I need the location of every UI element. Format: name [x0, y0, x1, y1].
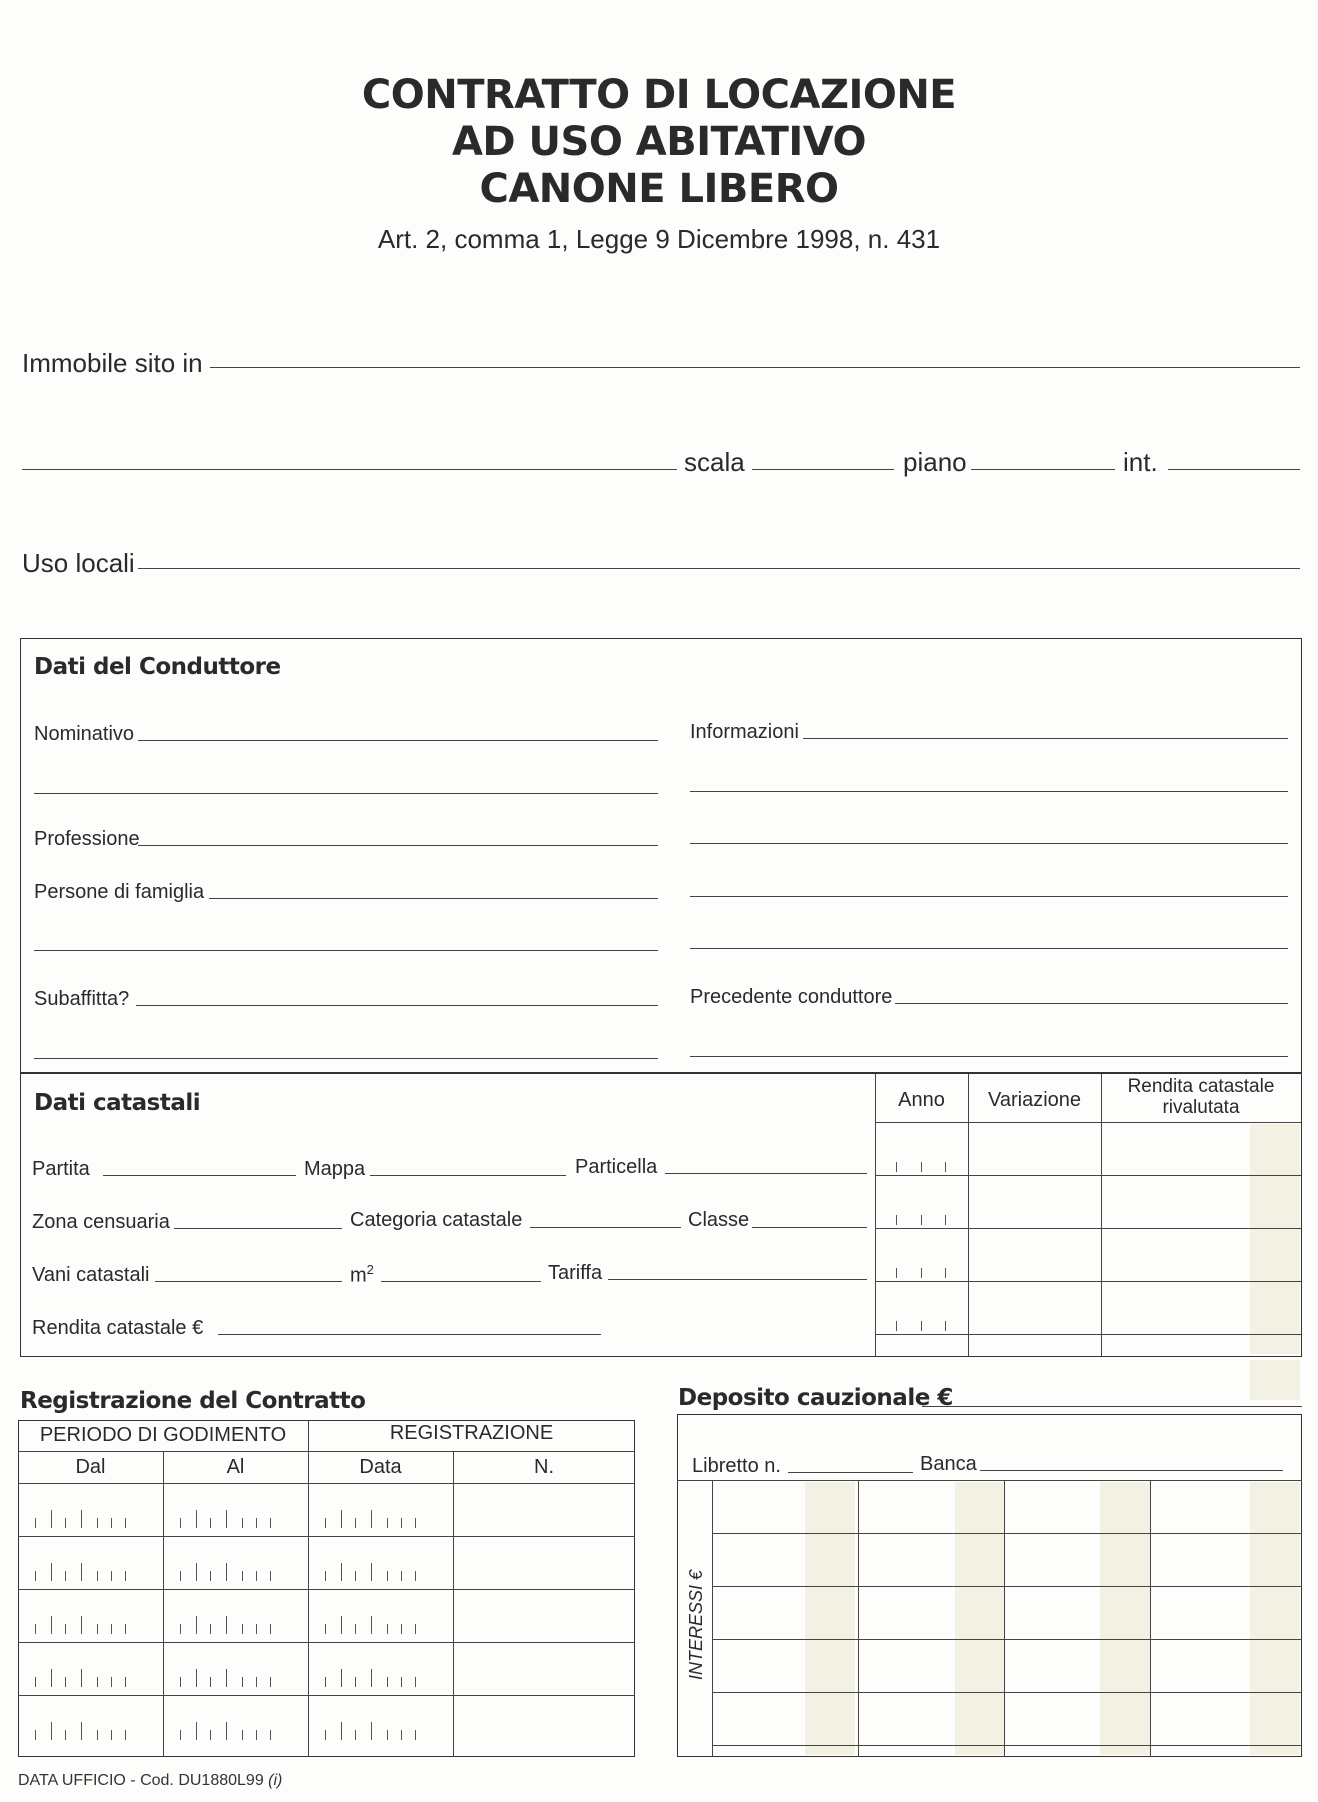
shade-deposito — [1250, 1360, 1300, 1400]
anno-tick — [945, 1268, 946, 1278]
date-tick — [196, 1669, 197, 1687]
col-rendita-line-1: Rendita catastale — [1127, 1076, 1275, 1097]
footer-code-text: DATA UFFICIO - Cod. DU1880L99 — [18, 1772, 264, 1789]
anno-tick — [896, 1215, 897, 1225]
date-tick — [35, 1518, 36, 1528]
reg-row-rule-3 — [18, 1642, 635, 1643]
reg-col-divider-1 — [163, 1451, 164, 1757]
date-tick — [180, 1730, 181, 1740]
anno-tick — [921, 1162, 922, 1172]
uso-field[interactable] — [138, 568, 1300, 569]
catastali-heading: Dati catastali — [34, 1090, 201, 1116]
scala-label: scala — [684, 447, 745, 477]
catastali-header-rule — [875, 1122, 1301, 1123]
deposito-field[interactable] — [922, 1406, 1302, 1407]
particella-label: Particella — [575, 1156, 658, 1178]
anno-tick — [921, 1321, 922, 1331]
date-tick — [341, 1563, 342, 1581]
shade-col-4 — [1250, 1482, 1300, 1755]
subtitle: Art. 2, comma 1, Legge 9 Dicembre 1998, n. 431 — [377, 224, 941, 254]
banca-field[interactable] — [980, 1470, 1283, 1471]
date-tick — [355, 1624, 356, 1634]
date-tick — [355, 1571, 356, 1581]
date-tick — [355, 1730, 356, 1740]
date-tick — [65, 1624, 66, 1634]
date-tick — [125, 1518, 126, 1528]
shade-col-1 — [805, 1482, 855, 1755]
conduttore-heading: Dati del Conduttore — [34, 654, 281, 680]
title-line-1: CONTRATTO DI LOCAZIONE — [361, 72, 957, 118]
date-tick — [111, 1730, 112, 1740]
date-tick — [196, 1563, 197, 1581]
date-tick — [325, 1518, 326, 1528]
date-tick — [242, 1624, 243, 1634]
date-tick — [97, 1624, 98, 1634]
date-tick — [210, 1624, 211, 1634]
date-tick — [180, 1624, 181, 1634]
date-tick — [270, 1624, 271, 1634]
anno-tick — [921, 1215, 922, 1225]
date-tick — [387, 1730, 388, 1740]
int-label: int. — [1123, 447, 1158, 477]
nominativo-field-2[interactable] — [34, 793, 658, 794]
categoria-label: Categoria catastale — [350, 1209, 523, 1231]
subaffitta-field-2[interactable] — [34, 1058, 658, 1059]
date-tick — [256, 1624, 257, 1634]
date-tick — [242, 1518, 243, 1528]
zona-label: Zona censuaria — [32, 1211, 170, 1233]
date-tick — [51, 1669, 52, 1687]
vani-field[interactable] — [155, 1281, 342, 1282]
rendita-field[interactable] — [218, 1334, 601, 1335]
banca-label: Banca — [920, 1453, 977, 1475]
col-rendita-line-2: rivalutata — [1162, 1097, 1240, 1118]
piano-field[interactable] — [971, 469, 1115, 470]
date-tick — [355, 1518, 356, 1528]
date-tick — [226, 1722, 227, 1740]
precedente-label: Precedente conduttore — [690, 986, 893, 1008]
rendita-label: Rendita catastale € — [32, 1317, 204, 1339]
date-tick — [270, 1571, 271, 1581]
reg-row-rule-4 — [18, 1695, 635, 1696]
categoria-field[interactable] — [530, 1227, 681, 1228]
date-tick — [325, 1624, 326, 1634]
libretto-field[interactable] — [788, 1472, 913, 1473]
informazioni-field-2[interactable] — [690, 791, 1288, 792]
date-tick — [341, 1722, 342, 1740]
anno-tick — [945, 1215, 946, 1225]
informazioni-field[interactable] — [803, 738, 1288, 739]
date-tick — [387, 1571, 388, 1581]
date-tick — [65, 1571, 66, 1581]
date-tick — [355, 1677, 356, 1687]
date-tick — [415, 1624, 416, 1634]
deposito-header-rule — [677, 1480, 1302, 1481]
col-rendita — [1101, 1076, 1301, 1118]
date-tick — [325, 1730, 326, 1740]
date-tick — [341, 1510, 342, 1528]
registrazione-heading: Registrazione del Contratto — [20, 1388, 366, 1414]
registrazione-header: REGISTRAZIONE — [389, 1422, 554, 1444]
persone-field-2[interactable] — [34, 950, 658, 951]
date-tick — [81, 1722, 82, 1740]
date-tick — [65, 1677, 66, 1687]
conduttore-box — [20, 638, 1302, 1074]
date-tick — [415, 1571, 416, 1581]
title-line-3: CANONE LIBERO — [479, 166, 839, 212]
mappa-field[interactable] — [370, 1175, 566, 1176]
date-tick — [341, 1669, 342, 1687]
date-tick — [210, 1730, 211, 1740]
date-tick — [81, 1669, 82, 1687]
interessi-label: INTERESSI € — [686, 1569, 706, 1680]
scala-field[interactable] — [752, 469, 894, 470]
date-tick — [415, 1677, 416, 1687]
date-tick — [81, 1616, 82, 1634]
date-tick — [196, 1722, 197, 1740]
anno-tick — [945, 1162, 946, 1172]
partita-field[interactable] — [103, 1175, 296, 1176]
date-tick — [111, 1624, 112, 1634]
date-tick — [125, 1677, 126, 1687]
date-tick — [97, 1730, 98, 1740]
date-tick — [65, 1730, 66, 1740]
informazioni-field-3[interactable] — [690, 843, 1288, 844]
date-tick — [81, 1510, 82, 1528]
address-field[interactable] — [22, 469, 677, 470]
date-tick — [180, 1571, 181, 1581]
footer-code — [18, 1772, 282, 1790]
piano-label: piano — [903, 447, 967, 477]
classe-label: Classe — [688, 1209, 750, 1231]
date-tick — [111, 1518, 112, 1528]
date-tick — [371, 1510, 372, 1528]
m2-label — [350, 1262, 374, 1288]
dep-col-divider-0 — [712, 1480, 713, 1757]
dep-row-rule-1 — [712, 1533, 1302, 1534]
date-tick — [270, 1677, 271, 1687]
m2-field[interactable] — [381, 1281, 541, 1282]
dep-col-divider-2 — [1004, 1480, 1005, 1757]
date-tick — [270, 1730, 271, 1740]
date-tick — [415, 1730, 416, 1740]
dal-header: Dal — [75, 1456, 106, 1478]
date-tick — [256, 1677, 257, 1687]
date-tick — [51, 1563, 52, 1581]
date-tick — [97, 1571, 98, 1581]
informazioni-field-4[interactable] — [690, 896, 1288, 897]
tariffa-field[interactable] — [608, 1279, 867, 1280]
catastali-row-rule-3 — [875, 1281, 1301, 1282]
date-tick — [226, 1563, 227, 1581]
col-divider-variazione — [968, 1074, 969, 1356]
col-divider-anno — [875, 1074, 876, 1356]
date-tick — [97, 1677, 98, 1687]
date-tick — [325, 1677, 326, 1687]
date-tick — [256, 1518, 257, 1528]
nominativo-field[interactable] — [138, 740, 658, 741]
mappa-label: Mappa — [304, 1158, 366, 1180]
vani-label: Vani catastali — [32, 1264, 150, 1286]
date-tick — [35, 1571, 36, 1581]
date-tick — [371, 1563, 372, 1581]
date-tick — [196, 1510, 197, 1528]
date-tick — [210, 1518, 211, 1528]
date-tick — [242, 1730, 243, 1740]
partita-label: Partita — [32, 1158, 90, 1180]
date-tick — [387, 1518, 388, 1528]
date-tick — [210, 1571, 211, 1581]
footer-suffix: (i) — [268, 1772, 283, 1789]
date-tick — [401, 1518, 402, 1528]
date-tick — [401, 1624, 402, 1634]
date-tick — [371, 1616, 372, 1634]
date-tick — [226, 1616, 227, 1634]
deposito-heading: Deposito cauzionale € — [678, 1385, 953, 1411]
persone-field[interactable] — [209, 898, 658, 899]
date-tick — [226, 1510, 227, 1528]
shade-col-2 — [955, 1482, 1005, 1755]
data-header: Data — [359, 1456, 402, 1478]
m2-unit: m — [350, 1264, 367, 1287]
catastali-row-rule-2 — [875, 1228, 1301, 1229]
date-tick — [81, 1563, 82, 1581]
date-tick — [125, 1730, 126, 1740]
date-tick — [35, 1624, 36, 1634]
title-line-2: AD USO ABITATIVO — [451, 119, 867, 165]
reg-header-rule-1 — [18, 1451, 635, 1452]
informazioni-field-5[interactable] — [690, 948, 1288, 949]
int-field[interactable] — [1168, 469, 1300, 470]
tariffa-label: Tariffa — [548, 1262, 603, 1284]
m2-superscript: 2 — [366, 1262, 374, 1277]
anno-tick — [896, 1268, 897, 1278]
dep-row-rule-4 — [712, 1692, 1302, 1693]
date-tick — [226, 1669, 227, 1687]
date-tick — [51, 1510, 52, 1528]
catastali-row-rule-4 — [875, 1334, 1301, 1335]
date-tick — [125, 1571, 126, 1581]
immobile-field[interactable] — [210, 367, 1300, 368]
date-tick — [415, 1518, 416, 1528]
date-tick — [51, 1722, 52, 1740]
reg-row-rule-1 — [18, 1536, 635, 1537]
anno-tick — [945, 1321, 946, 1331]
dep-row-rule-5 — [712, 1745, 1302, 1746]
date-tick — [401, 1571, 402, 1581]
libretto-label: Libretto n. — [692, 1455, 781, 1477]
date-tick — [111, 1571, 112, 1581]
informazioni-label: Informazioni — [690, 721, 799, 743]
catastali-row-rule-1 — [875, 1175, 1301, 1176]
periodo-header: PERIODO DI GODIMENTO — [39, 1424, 287, 1446]
immobile-label: Immobile sito in — [22, 348, 203, 378]
particella-field[interactable] — [665, 1173, 867, 1174]
reg-header-rule-2 — [18, 1483, 635, 1484]
date-tick — [256, 1571, 257, 1581]
dep-row-rule-3 — [712, 1639, 1302, 1640]
date-tick — [180, 1677, 181, 1687]
date-tick — [35, 1730, 36, 1740]
date-tick — [387, 1677, 388, 1687]
date-tick — [111, 1677, 112, 1687]
precedente-field[interactable] — [895, 1003, 1288, 1004]
date-tick — [325, 1571, 326, 1581]
col-anno: Anno — [898, 1089, 945, 1111]
date-tick — [242, 1677, 243, 1687]
date-tick — [35, 1677, 36, 1687]
precedente-field-2[interactable] — [690, 1056, 1288, 1057]
subaffitta-field[interactable] — [136, 1005, 658, 1006]
reg-col-divider-3 — [453, 1451, 454, 1757]
professione-label: Professione — [34, 828, 140, 850]
al-header: Al — [226, 1456, 245, 1478]
date-tick — [196, 1616, 197, 1634]
anno-tick — [896, 1321, 897, 1331]
anno-tick — [896, 1162, 897, 1172]
n-header: N. — [534, 1456, 554, 1478]
anno-tick — [921, 1268, 922, 1278]
date-tick — [125, 1624, 126, 1634]
zona-field[interactable] — [174, 1228, 342, 1229]
classe-field[interactable] — [752, 1227, 867, 1228]
date-tick — [401, 1677, 402, 1687]
col-variazione: Variazione — [987, 1089, 1082, 1111]
date-tick — [51, 1616, 52, 1634]
date-tick — [256, 1730, 257, 1740]
shade-col-3 — [1100, 1482, 1150, 1755]
reg-row-rule-2 — [18, 1589, 635, 1590]
date-tick — [180, 1518, 181, 1528]
dep-col-divider-3 — [1150, 1480, 1151, 1757]
date-tick — [97, 1518, 98, 1528]
professione-field[interactable] — [138, 845, 658, 846]
date-tick — [210, 1677, 211, 1687]
dep-row-rule-2 — [712, 1586, 1302, 1587]
subaffitta-label: Subaffitta? — [34, 988, 130, 1010]
date-tick — [371, 1669, 372, 1687]
date-tick — [401, 1730, 402, 1740]
date-tick — [371, 1722, 372, 1740]
date-tick — [270, 1518, 271, 1528]
nominativo-label: Nominativo — [34, 723, 135, 745]
date-tick — [242, 1571, 243, 1581]
date-tick — [65, 1518, 66, 1528]
uso-label: Uso locali — [22, 548, 135, 578]
persone-label: Persone di famiglia — [34, 881, 205, 903]
date-tick — [387, 1624, 388, 1634]
date-tick — [341, 1616, 342, 1634]
shade-catastali — [1250, 1124, 1300, 1354]
dep-col-divider-1 — [858, 1480, 859, 1757]
